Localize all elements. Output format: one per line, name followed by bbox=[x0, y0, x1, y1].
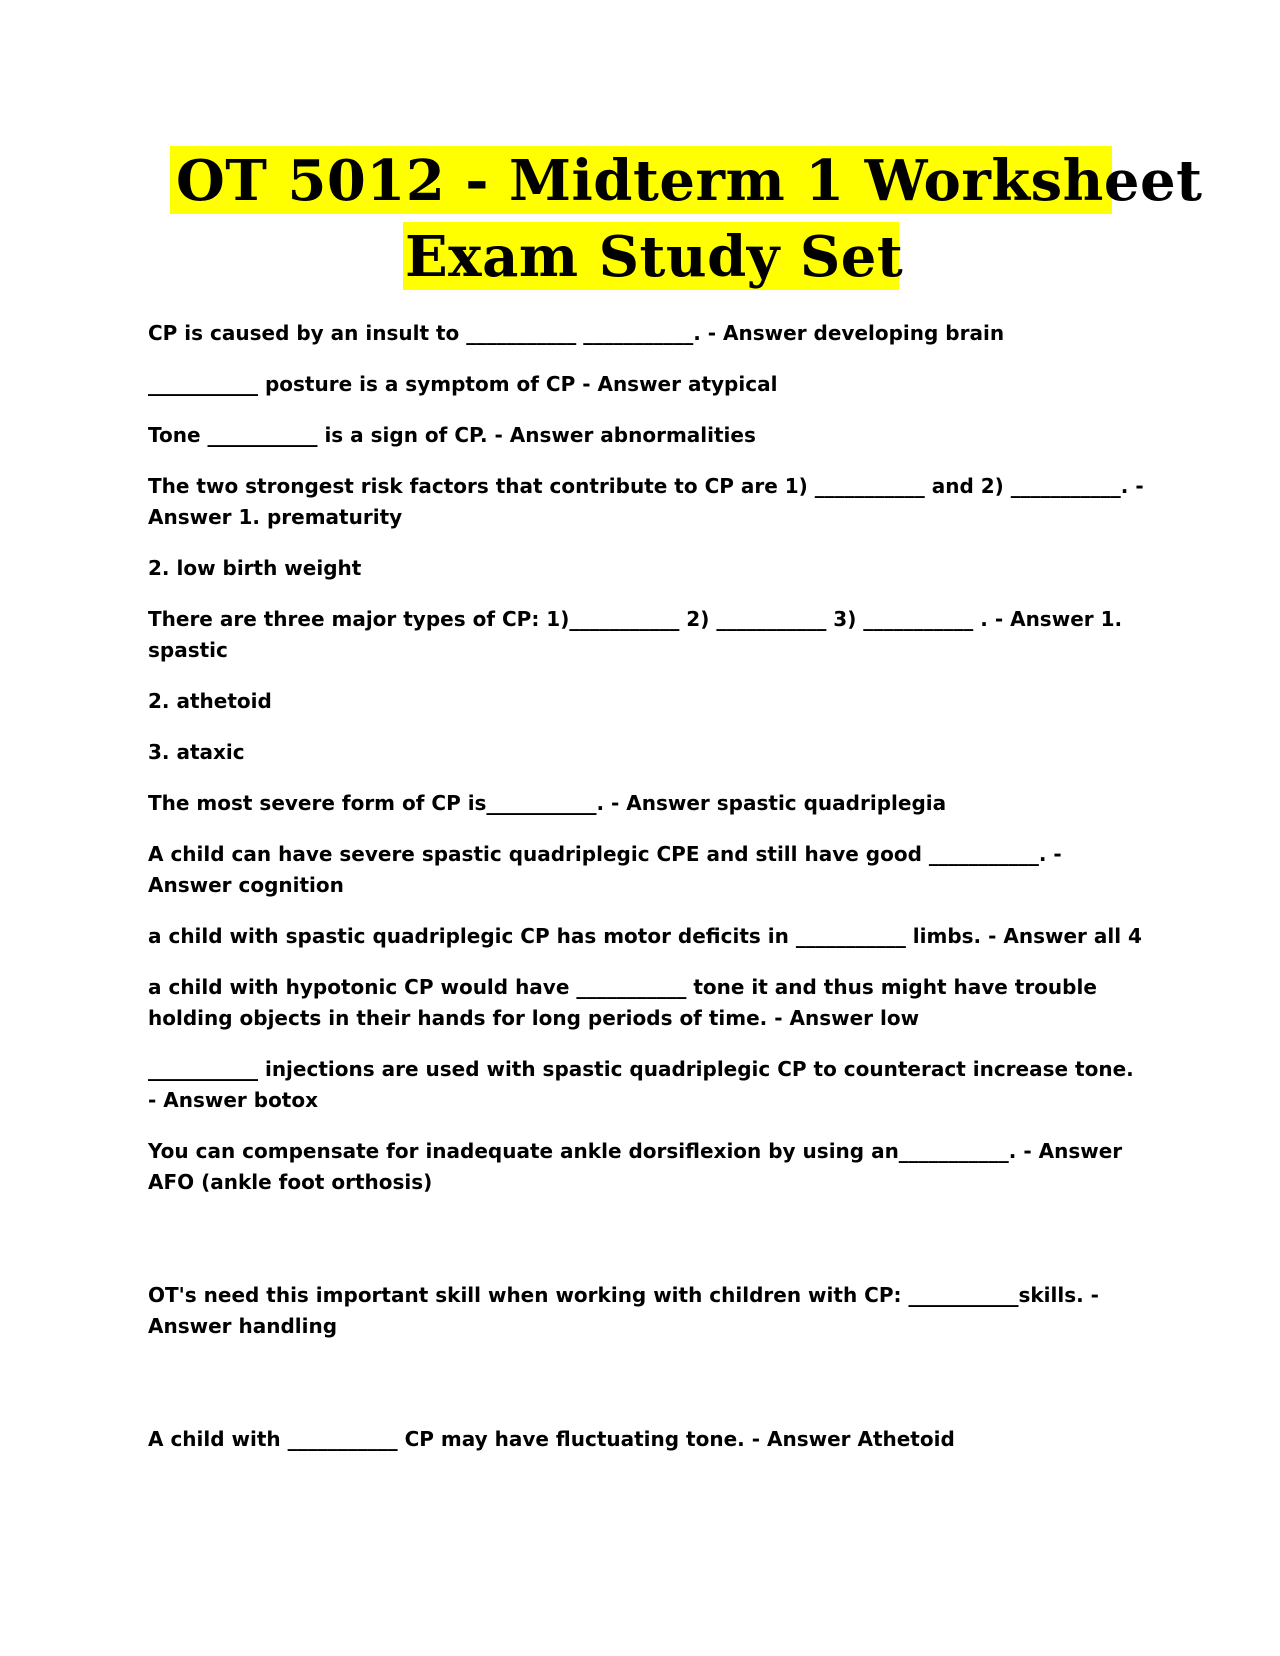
question-item: A child with ___________ CP may have fluctuating tone. - Answer Athetoid bbox=[148, 1427, 955, 1451]
question-item: Tone ___________ is a sign of CP. - Answer abnormalities bbox=[148, 423, 756, 447]
question-item: CP is caused by an insult to ___________ ___________. - Answer developing brain bbox=[148, 321, 1005, 345]
question-item: The most severe form of CP is___________. - Answer spastic quadriplegia bbox=[148, 791, 947, 815]
question-item: There are three major types of CP: 1)___________ 2) ___________ 3) ___________ . - Answer 1. spastic bbox=[148, 607, 1130, 662]
answer-continuation: 2. low birth weight bbox=[148, 556, 362, 580]
title-line-2: Exam Study Set bbox=[405, 224, 904, 290]
question-item: ___________ injections are used with spastic quadriplegic CP to counteract increase tone. - Answer botox bbox=[148, 1057, 1141, 1112]
question-item: a child with hypotonic CP would have ___________ tone it and thus might have trouble holding objects in their hands for long periods of time. - Answer low bbox=[148, 975, 1104, 1030]
question-list bbox=[148, 318, 1151, 1475]
question-item: a child with spastic quadriplegic CP has motor deficits in ___________ limbs. - Answer all 4 bbox=[148, 924, 1142, 948]
answer-continuation: 2. athetoid bbox=[148, 689, 272, 713]
question-item: The two strongest risk factors that contribute to CP are 1) ___________ and 2) ___________. - Answer 1. prematurity bbox=[148, 474, 1151, 529]
question-item: ___________ posture is a symptom of CP - Answer atypical bbox=[148, 372, 778, 396]
question-item: You can compensate for inadequate ankle dorsiflexion by using an___________. - Answer AFO (ankle foot orthosis) bbox=[148, 1139, 1130, 1194]
question-item: A child can have severe spastic quadriplegic CPE and still have good ___________. - Answer cognition bbox=[148, 842, 1069, 897]
answer-continuation: 3. ataxic bbox=[148, 740, 245, 764]
title-line-1: OT 5012 - Midterm 1 Worksheet bbox=[170, 146, 1112, 214]
question-item: OT's need this important skill when working with children with CP: ___________skills. - Answer handling bbox=[148, 1283, 1106, 1338]
